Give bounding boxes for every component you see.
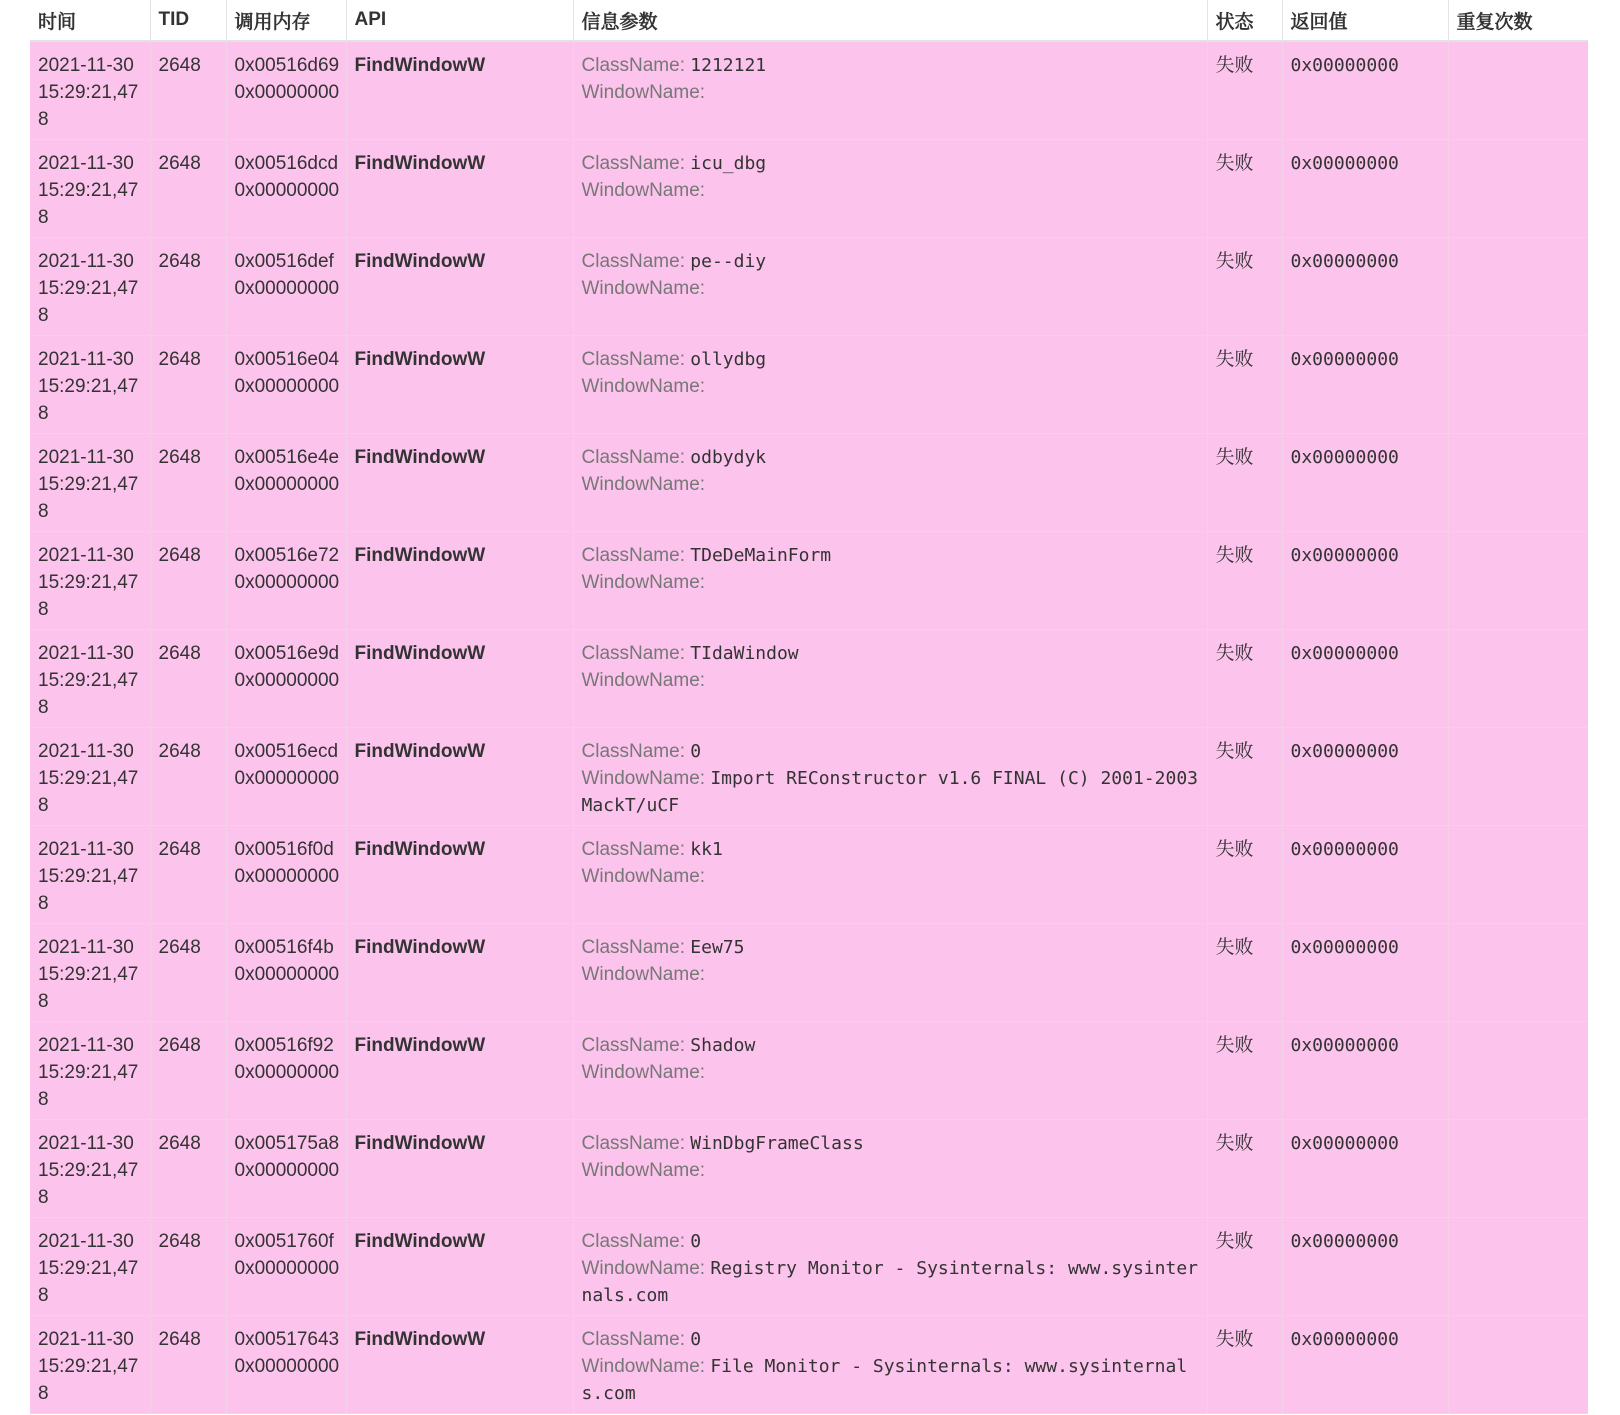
param-label-class: ClassName: [581, 1328, 685, 1350]
cell-memory [226, 1315, 346, 1413]
cell-status: 失败 [1207, 1119, 1282, 1217]
cell-memory [226, 531, 346, 629]
memory-secondary-address: 0x00000000 [234, 82, 340, 103]
column-header-return[interactable]: 返回值 [1282, 0, 1448, 41]
memory-caller-address: 0x00516e4e [234, 446, 340, 468]
param-class-name [582, 1326, 1199, 1353]
cell-memory [226, 1119, 346, 1217]
param-label-class: ClassName: [581, 642, 685, 664]
param-value-window: Import REConstructor v1.6 FINAL (C) 2001-2003 MackT/uCF [581, 767, 1198, 816]
cell-params [573, 923, 1207, 1021]
table-row[interactable] [30, 727, 1588, 825]
param-window-name [582, 177, 1199, 204]
cell-status: 失败 [1207, 1217, 1282, 1315]
param-label-class: ClassName: [581, 1132, 685, 1154]
cell-return-value: 0x00000000 [1282, 1315, 1448, 1413]
cell-memory [226, 237, 346, 335]
cell-memory [226, 1021, 346, 1119]
param-window-name [582, 79, 1199, 106]
param-class-name [582, 738, 1199, 765]
cell-status: 失败 [1207, 923, 1282, 1021]
cell-tid: 2648 [150, 1119, 226, 1217]
param-value-class: Eew75 [690, 936, 745, 958]
cell-params [573, 825, 1207, 923]
param-value-class: TDeDeMainForm [690, 544, 832, 566]
cell-return-value: 0x00000000 [1282, 923, 1448, 1021]
table-row[interactable] [30, 531, 1588, 629]
table-row[interactable] [30, 1021, 1588, 1119]
memory-caller-address: 0x00516d69 [234, 55, 340, 76]
param-window-name [582, 1157, 1199, 1184]
param-value-window: File Monitor - Sysinternals: www.sysinternals.com [581, 1355, 1188, 1404]
cell-api: FindWindowW [346, 629, 573, 727]
memory-caller-address: 0x00516ecd [234, 740, 339, 762]
param-label-window: WindowName: [581, 1159, 706, 1181]
cell-params [573, 727, 1207, 825]
param-value-class: WinDbgFrameClass [690, 1132, 864, 1154]
cell-status: 失败 [1207, 1021, 1282, 1119]
cell-memory [226, 1217, 346, 1315]
cell-time: 2021-11-30 15:29:21,478 [30, 923, 150, 1021]
cell-return-value: 0x00000000 [1282, 433, 1448, 531]
cell-api: FindWindowW [346, 237, 573, 335]
cell-return-value: 0x00000000 [1282, 825, 1448, 923]
memory-secondary-address: 0x00000000 [234, 375, 340, 397]
cell-status: 失败 [1207, 41, 1282, 139]
cell-tid: 2648 [150, 41, 226, 139]
cell-time: 2021-11-30 15:29:21,478 [30, 139, 150, 237]
column-header-status[interactable]: 状态 [1207, 0, 1282, 41]
param-label-window: WindowName: [581, 669, 706, 691]
cell-repeat-count [1448, 923, 1588, 1021]
table-row[interactable] [30, 1217, 1588, 1315]
memory-secondary-address: 0x00000000 [234, 1061, 340, 1083]
cell-return-value: 0x00000000 [1282, 237, 1448, 335]
cell-params [573, 433, 1207, 531]
table-row[interactable] [30, 825, 1588, 923]
cell-repeat-count [1448, 139, 1588, 237]
api-call-table [30, 0, 1588, 1414]
param-label-window: WindowName: [581, 1257, 706, 1279]
cell-return-value: 0x00000000 [1282, 531, 1448, 629]
param-label-class: ClassName: [581, 1230, 685, 1252]
cell-api: FindWindowW [346, 1119, 573, 1217]
param-value-class: 1212121 [690, 55, 767, 76]
param-window-name [582, 373, 1199, 400]
memory-secondary-address: 0x00000000 [234, 571, 340, 593]
cell-status: 失败 [1207, 1315, 1282, 1413]
table-row[interactable] [30, 629, 1588, 727]
cell-params [573, 1315, 1207, 1413]
table-row[interactable] [30, 41, 1588, 139]
cell-return-value: 0x00000000 [1282, 335, 1448, 433]
cell-repeat-count [1448, 1315, 1588, 1413]
param-label-window: WindowName: [581, 963, 706, 985]
param-window-name [582, 275, 1199, 302]
param-window-name [582, 765, 1199, 819]
param-value-class: 0 [690, 1230, 702, 1252]
cell-params [573, 41, 1207, 139]
cell-params [573, 139, 1207, 237]
param-value-class: pe--diy [690, 250, 767, 272]
table-row[interactable] [30, 923, 1588, 1021]
cell-repeat-count [1448, 629, 1588, 727]
memory-caller-address: 0x00516e72 [234, 544, 340, 566]
param-label-class: ClassName: [581, 348, 685, 370]
memory-secondary-address: 0x00000000 [234, 669, 340, 691]
cell-api: FindWindowW [346, 433, 573, 531]
param-window-name [582, 1353, 1199, 1407]
param-window-name [582, 471, 1199, 498]
cell-params [573, 1119, 1207, 1217]
cell-api: FindWindowW [346, 1315, 573, 1413]
param-class-name [582, 52, 1199, 79]
cell-params [573, 1021, 1207, 1119]
param-value-window: Registry Monitor - Sysinternals: www.sysinternals.com [581, 1257, 1198, 1306]
cell-params [573, 335, 1207, 433]
param-label-window: WindowName: [581, 1061, 706, 1083]
param-label-window: WindowName: [581, 767, 706, 789]
cell-memory [226, 41, 346, 139]
cell-repeat-count [1448, 335, 1588, 433]
param-value-class: ollydbg [690, 348, 767, 370]
cell-api: FindWindowW [346, 139, 573, 237]
param-window-name [582, 667, 1199, 694]
cell-repeat-count [1448, 433, 1588, 531]
column-header-api[interactable]: API [346, 0, 573, 41]
cell-status: 失败 [1207, 531, 1282, 629]
memory-caller-address: 0x00516def [234, 250, 334, 272]
memory-secondary-address: 0x00000000 [234, 1355, 340, 1377]
param-class-name [582, 836, 1199, 863]
cell-time: 2021-11-30 15:29:21,478 [30, 727, 150, 825]
memory-secondary-address: 0x00000000 [234, 179, 340, 201]
param-label-window: WindowName: [581, 82, 706, 103]
cell-time: 2021-11-30 15:29:21,478 [30, 1315, 150, 1413]
cell-return-value: 0x00000000 [1282, 139, 1448, 237]
cell-memory [226, 335, 346, 433]
cell-tid: 2648 [150, 825, 226, 923]
cell-time: 2021-11-30 15:29:21,478 [30, 1021, 150, 1119]
column-header-tid[interactable]: TID [150, 0, 226, 41]
param-class-name [582, 640, 1199, 667]
memory-secondary-address: 0x00000000 [234, 1257, 340, 1279]
param-value-class: kk1 [690, 838, 723, 860]
column-header-repeat[interactable]: 重复次数 [1448, 0, 1588, 41]
cell-tid: 2648 [150, 727, 226, 825]
cell-params [573, 237, 1207, 335]
cell-api: FindWindowW [346, 1021, 573, 1119]
cell-time: 2021-11-30 15:29:21,478 [30, 1217, 150, 1315]
cell-tid: 2648 [150, 237, 226, 335]
param-label-class: ClassName: [581, 740, 685, 762]
cell-memory [226, 139, 346, 237]
param-class-name [582, 1032, 1199, 1059]
table-row[interactable] [30, 1119, 1588, 1217]
param-label-class: ClassName: [581, 838, 685, 860]
cell-memory [226, 825, 346, 923]
memory-secondary-address: 0x00000000 [234, 277, 340, 299]
cell-repeat-count [1448, 727, 1588, 825]
param-class-name [582, 1130, 1199, 1157]
table-row[interactable] [30, 1315, 1588, 1413]
cell-status: 失败 [1207, 335, 1282, 433]
table-row[interactable] [30, 237, 1588, 335]
param-label-window: WindowName: [581, 1355, 706, 1377]
cell-tid: 2648 [150, 531, 226, 629]
param-window-name [582, 1059, 1199, 1086]
param-value-class: 0 [690, 1328, 702, 1350]
param-value-class: 0 [690, 740, 702, 762]
cell-time: 2021-11-30 15:29:21,478 [30, 433, 150, 531]
param-label-class: ClassName: [581, 55, 685, 76]
cell-return-value: 0x00000000 [1282, 1217, 1448, 1315]
param-label-window: WindowName: [581, 375, 706, 397]
cell-memory [226, 727, 346, 825]
param-value-class: Shadow [690, 1034, 756, 1056]
cell-params [573, 1217, 1207, 1315]
param-class-name [582, 150, 1199, 177]
cell-repeat-count [1448, 237, 1588, 335]
column-header-time[interactable]: 时间 [30, 0, 150, 41]
cell-params [573, 531, 1207, 629]
cell-time: 2021-11-30 15:29:21,478 [30, 335, 150, 433]
api-log-panel [30, 0, 1588, 1414]
cell-api: FindWindowW [346, 825, 573, 923]
cell-repeat-count [1448, 1217, 1588, 1315]
cell-api: FindWindowW [346, 531, 573, 629]
param-class-name [582, 248, 1199, 275]
table-row[interactable] [30, 335, 1588, 433]
cell-repeat-count [1448, 41, 1588, 139]
memory-caller-address: 0x00516e04 [234, 348, 340, 370]
param-label-class: ClassName: [581, 544, 685, 566]
cell-status: 失败 [1207, 629, 1282, 727]
param-label-class: ClassName: [581, 250, 685, 272]
param-window-name [582, 1255, 1199, 1309]
memory-caller-address: 0x0051760f [234, 1230, 334, 1252]
cell-tid: 2648 [150, 923, 226, 1021]
cell-return-value: 0x00000000 [1282, 629, 1448, 727]
cell-memory [226, 433, 346, 531]
cell-time: 2021-11-30 15:29:21,478 [30, 531, 150, 629]
cell-time: 2021-11-30 15:29:21,478 [30, 41, 150, 139]
cell-time: 2021-11-30 15:29:21,478 [30, 825, 150, 923]
param-label-class: ClassName: [581, 446, 685, 468]
cell-api: FindWindowW [346, 727, 573, 825]
cell-repeat-count [1448, 1021, 1588, 1119]
param-class-name [582, 934, 1199, 961]
cell-repeat-count [1448, 1119, 1588, 1217]
cell-api: FindWindowW [346, 1217, 573, 1315]
param-value-class: TIdaWindow [690, 642, 799, 664]
param-label-window: WindowName: [581, 277, 706, 299]
column-header-params[interactable]: 信息参数 [573, 0, 1207, 41]
cell-status: 失败 [1207, 237, 1282, 335]
cell-memory [226, 923, 346, 1021]
param-value-class: odbydyk [690, 446, 767, 468]
memory-secondary-address: 0x00000000 [234, 767, 340, 789]
memory-caller-address: 0x00516f92 [234, 1034, 334, 1056]
cell-return-value: 0x00000000 [1282, 727, 1448, 825]
cell-time: 2021-11-30 15:29:21,478 [30, 629, 150, 727]
memory-secondary-address: 0x00000000 [234, 865, 340, 887]
cell-repeat-count [1448, 531, 1588, 629]
cell-time: 2021-11-30 15:29:21,478 [30, 237, 150, 335]
memory-caller-address: 0x00516dcd [234, 152, 339, 174]
memory-secondary-address: 0x00000000 [234, 1159, 340, 1181]
cell-status: 失败 [1207, 433, 1282, 531]
cell-time: 2021-11-30 15:29:21,478 [30, 1119, 150, 1217]
param-class-name [582, 346, 1199, 373]
cell-repeat-count [1448, 825, 1588, 923]
cell-tid: 2648 [150, 139, 226, 237]
cell-tid: 2648 [150, 1021, 226, 1119]
memory-caller-address: 0x00516e9d [234, 642, 340, 664]
cell-status: 失败 [1207, 139, 1282, 237]
param-class-name [582, 1228, 1199, 1255]
memory-caller-address: 0x00516f4b [234, 936, 334, 958]
cell-memory [226, 629, 346, 727]
table-body [30, 41, 1588, 1413]
cell-api: FindWindowW [346, 335, 573, 433]
cell-status: 失败 [1207, 727, 1282, 825]
param-window-name [582, 863, 1199, 890]
cell-tid: 2648 [150, 335, 226, 433]
param-value-class: icu_dbg [690, 152, 767, 174]
cell-tid: 2648 [150, 433, 226, 531]
cell-tid: 2648 [150, 629, 226, 727]
cell-tid: 2648 [150, 1315, 226, 1413]
cell-api: FindWindowW [346, 41, 573, 139]
memory-caller-address: 0x00516f0d [234, 838, 334, 860]
table-row[interactable] [30, 139, 1588, 237]
cell-status: 失败 [1207, 825, 1282, 923]
cell-api: FindWindowW [346, 923, 573, 1021]
column-header-memory[interactable]: 调用内存 [226, 0, 346, 41]
cell-return-value: 0x00000000 [1282, 41, 1448, 139]
cell-params [573, 629, 1207, 727]
memory-caller-address: 0x005175a8 [234, 1132, 340, 1154]
param-label-class: ClassName: [581, 152, 685, 174]
memory-secondary-address: 0x00000000 [234, 963, 340, 985]
param-class-name [582, 542, 1199, 569]
param-window-name [582, 569, 1199, 596]
cell-tid: 2648 [150, 1217, 226, 1315]
param-label-window: WindowName: [581, 865, 706, 887]
param-class-name [582, 444, 1199, 471]
cell-return-value: 0x00000000 [1282, 1021, 1448, 1119]
param-label-class: ClassName: [581, 1034, 685, 1056]
table-row[interactable] [30, 433, 1588, 531]
cell-return-value: 0x00000000 [1282, 1119, 1448, 1217]
param-label-class: ClassName: [581, 936, 685, 958]
memory-caller-address: 0x00517643 [234, 1328, 340, 1350]
memory-secondary-address: 0x00000000 [234, 473, 340, 495]
param-window-name [582, 961, 1199, 988]
param-label-window: WindowName: [581, 179, 706, 201]
table-header-row [30, 0, 1588, 41]
param-label-window: WindowName: [581, 473, 706, 495]
param-label-window: WindowName: [581, 571, 706, 593]
